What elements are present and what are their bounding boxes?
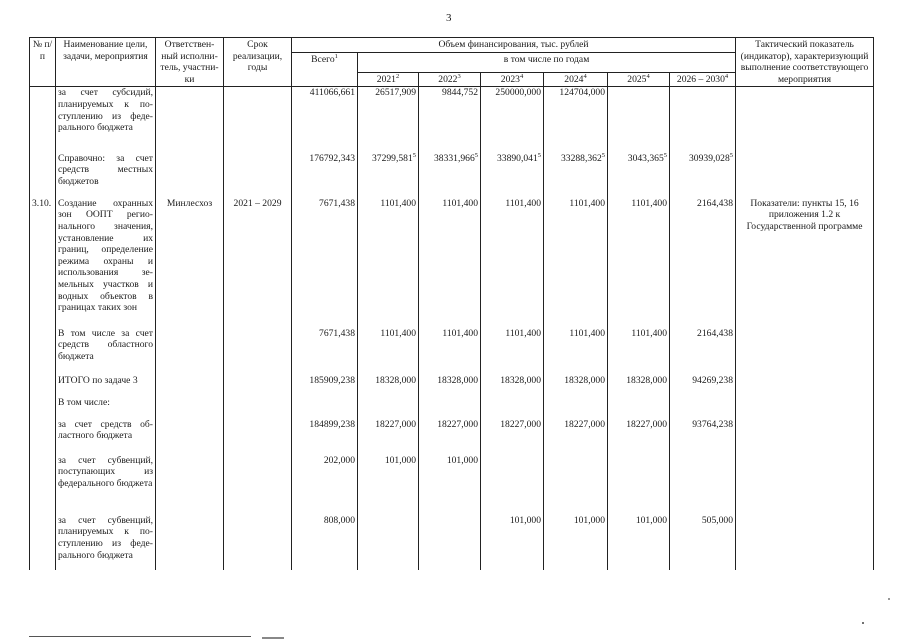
row-2025: 1101,400 [608,328,670,375]
row-2022 [419,397,481,419]
row-2025 [608,397,670,419]
row-2024: 18227,000 [544,419,608,455]
row-2022: 101,000 [419,455,481,515]
row-name: за счет субвенций, поступающих из федерального бюджета [56,455,156,515]
row-term [224,328,292,375]
row-2022: 9844,752 [419,87,481,153]
row-2025: 18227,000 [608,419,670,455]
row-total: 176792,343 [292,153,358,198]
scan-dot [862,622,864,624]
row-num [30,419,56,455]
row-2026-2030: 94269,238 [670,375,736,397]
row-total: 808,000 [292,515,358,570]
row-term: 2021 – 2029 [224,198,292,328]
row-responsible [156,419,224,455]
row-2024: 33288,362$^5$ [544,153,608,198]
row-responsible [156,87,224,153]
row-indicator [736,419,874,455]
row-2023 [481,455,544,515]
row-indicator [736,515,874,570]
table-row [30,87,874,153]
row-2024: 18328,000 [544,375,608,397]
row-2025 [608,87,670,153]
row-num [30,87,56,153]
row-2023: 250000,000 [481,87,544,153]
table-row [30,328,874,375]
row-2021: 18328,000 [358,375,419,397]
row-2026-2030: 2164,438 [670,328,736,375]
row-2022: 1101,400 [419,328,481,375]
row-2021: 18227,000 [358,419,419,455]
row-indicator [736,153,874,198]
scan-dot [888,598,890,600]
header-year: 2022$^3$ [419,72,481,87]
row-num [30,153,56,198]
row-2021: 1101,400 [358,328,419,375]
row-2023: 33890,041$^5$ [481,153,544,198]
row-2022: 18227,000 [419,419,481,455]
row-responsible [156,328,224,375]
row-2024: 124704,000 [544,87,608,153]
header-year: 2023$^4$ [481,72,544,87]
row-responsible [156,375,224,397]
row-2023: 1101,400 [481,198,544,328]
row-indicator [736,87,874,153]
row-total: 202,000 [292,455,358,515]
table-row [30,419,874,455]
row-term [224,87,292,153]
table-row [30,397,874,419]
row-name: ИТОГО по задаче 3 [56,375,156,397]
header-term: Срок реализации, годы [224,38,292,87]
row-indicator [736,455,874,515]
row-2021: 101,000 [358,455,419,515]
table-row [30,153,874,198]
row-name: В том числе: [56,397,156,419]
row-term [224,515,292,570]
table-row [30,455,874,515]
row-total: 184899,238 [292,419,358,455]
footnote-rule [29,636,251,637]
row-total [292,397,358,419]
table-row [30,198,874,328]
row-2021: 26517,909 [358,87,419,153]
row-2024 [544,397,608,419]
header-year: 2024$^4$ [544,72,608,87]
table-row [30,375,874,397]
row-name: за счет субвенций, планируемых к поступлению из федерального бюджета [56,515,156,570]
row-2021 [358,515,419,570]
row-2021: 1101,400 [358,198,419,328]
row-responsible [156,397,224,419]
row-indicator [736,375,874,397]
row-2024 [544,455,608,515]
row-total: 411066,661 [292,87,358,153]
row-total: 185909,238 [292,375,358,397]
row-num [30,397,56,419]
row-2023: 1101,400 [481,328,544,375]
row-2026-2030 [670,455,736,515]
row-2025 [608,455,670,515]
row-2023 [481,397,544,419]
header-num: № п/п [30,38,56,87]
row-num [30,455,56,515]
row-indicator: Показатели: пункты 15, 16 приложения 1.2 к Государственной программе [736,198,874,328]
row-2022 [419,515,481,570]
row-2025: 3043,365$^5$ [608,153,670,198]
row-num [30,515,56,570]
row-name: Создание охранных зон ООПТ регионального значения, установление их границ, определение режима охраны и использования земельных участков и водных объектов в границах таких зон [56,198,156,328]
row-name: за счет субсидий, планируемых к поступлению из федерального бюджета [56,87,156,153]
table-row [30,515,874,570]
header-name: Наименование цели, задачи, мероприятия [56,38,156,87]
row-total: 7671,438 [292,328,358,375]
row-2026-2030 [670,87,736,153]
row-2022: 1101,400 [419,198,481,328]
header-year: 2021$^2$ [358,72,419,87]
row-term [224,455,292,515]
row-2026-2030: 93764,238 [670,419,736,455]
row-2024: 101,000 [544,515,608,570]
row-2022: 18328,000 [419,375,481,397]
row-name: В том числе за счет средств областного бюджета [56,328,156,375]
row-name: Справочно: за счет средств местных бюджетов [56,153,156,198]
row-2025: 101,000 [608,515,670,570]
row-2025: 18328,000 [608,375,670,397]
row-responsible: Минлесхоз [156,198,224,328]
header-year: 2026 – 2030$^4$ [670,72,736,87]
row-2026-2030: 505,000 [670,515,736,570]
row-term [224,419,292,455]
row-num [30,375,56,397]
row-2021 [358,397,419,419]
row-term [224,375,292,397]
row-2024: 1101,400 [544,328,608,375]
header-indicator: Тактический показатель (индикатор), характеризующий выполнение соответствующего мероприятия [736,38,874,87]
row-2026-2030: 2164,438 [670,198,736,328]
row-2026-2030: 30939,028$^5$ [670,153,736,198]
row-responsible [156,515,224,570]
row-2023: 18328,000 [481,375,544,397]
header-volume: Объем финансирования, тыс. рублей [292,38,736,53]
row-2023: 101,000 [481,515,544,570]
row-total: 7671,438 [292,198,358,328]
header-responsible: Ответственный исполнитель, участники [156,38,224,87]
row-term [224,153,292,198]
financing-table [29,37,874,570]
row-num [30,328,56,375]
scan-mark [262,637,284,639]
row-responsible [156,153,224,198]
header-row-1 [30,38,874,53]
row-2025: 1101,400 [608,198,670,328]
row-2021: 37299,581$^5$ [358,153,419,198]
row-indicator [736,397,874,419]
row-num: 3.10. [30,198,56,328]
row-2022: 38331,966$^5$ [419,153,481,198]
row-2026-2030 [670,397,736,419]
row-2024: 1101,400 [544,198,608,328]
header-by-year: в том числе по годам [358,52,736,72]
row-responsible [156,455,224,515]
row-term [224,397,292,419]
row-indicator [736,328,874,375]
header-year: 2025$^4$ [608,72,670,87]
row-name: за счет средств областного бюджета [56,419,156,455]
page-number: 3 [446,12,452,24]
header-total: Всего$^1$ [292,52,358,87]
row-2023: 18227,000 [481,419,544,455]
